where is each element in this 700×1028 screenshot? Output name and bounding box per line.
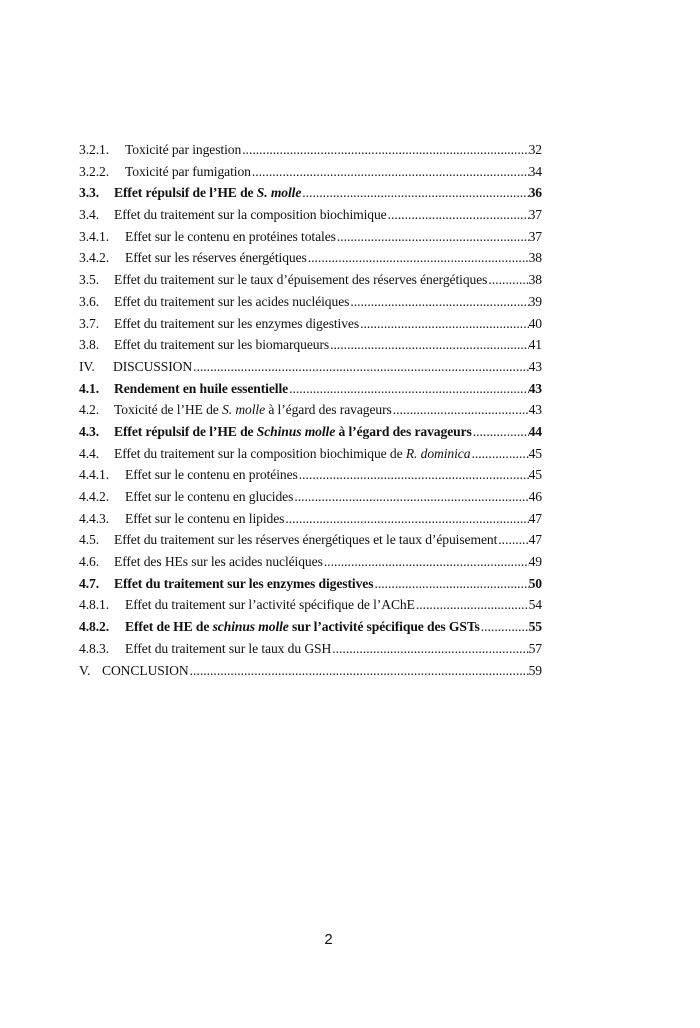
toc-entry-page: 32 — [528, 142, 542, 157]
toc-title-part: Effet du traitement sur les réserves énergétiques et le taux d’épuisement — [114, 532, 498, 548]
toc-entry — [79, 573, 542, 595]
toc-entry-number: 3.4.2. — [79, 250, 109, 266]
toc-entry-number: 4.4.2. — [79, 489, 109, 504]
toc-entry — [79, 529, 542, 551]
toc-entry-page: 45 — [528, 445, 542, 461]
toc-title-part: Effet du traitement sur les acides nucléiques — [114, 293, 350, 309]
toc-entry-number: 4.8.2. — [79, 619, 109, 635]
dot-leader — [498, 529, 528, 551]
toc-entry — [79, 378, 542, 400]
toc-entry-title — [113, 356, 193, 378]
toc-title-part: Effet sur le contenu en glucides — [125, 489, 294, 504]
toc-entry-title — [114, 269, 488, 291]
toc-entry — [79, 464, 542, 486]
toc-entry-page: 43 — [528, 358, 542, 374]
dot-leader — [294, 486, 528, 508]
toc-entry-page: 44 — [528, 423, 542, 439]
toc-title-part: DISCUSSION — [113, 358, 193, 374]
dot-leader — [360, 313, 529, 335]
toc-entry-page: 43 — [528, 402, 542, 418]
toc-entry-number: 4.7. — [79, 575, 99, 591]
toc-title-part: Effet du traitement sur les biomarqueurs — [114, 337, 330, 353]
toc-entry-number: 3.7. — [79, 315, 99, 331]
toc-entry-page: 37 — [528, 207, 542, 223]
toc-entry — [79, 508, 542, 530]
dot-leader — [302, 182, 528, 204]
dot-leader — [416, 594, 529, 616]
toc-entry-title — [114, 399, 393, 421]
dot-leader — [488, 269, 528, 291]
toc-entry-title — [125, 508, 285, 530]
toc-entry — [79, 313, 542, 335]
toc-title-part: Toxicité par ingestion — [125, 142, 242, 157]
toc-entry-title — [114, 443, 471, 465]
toc-title-part: Effet répulsif de l’HE de — [114, 185, 257, 201]
toc-entry-number: 3.6. — [79, 293, 99, 309]
toc-entry — [79, 486, 542, 508]
toc-entry-number: 4.8.1. — [79, 597, 109, 613]
toc-entry-title — [114, 334, 330, 356]
dot-leader — [242, 139, 528, 161]
toc-title-part: Effet du traitement sur le taux du GSH — [125, 640, 332, 656]
toc-entry-number: 3.3. — [79, 185, 99, 201]
toc-entry-page: 59 — [528, 662, 542, 678]
toc-entry — [79, 247, 542, 269]
dot-leader — [285, 508, 528, 530]
toc-entry — [79, 660, 542, 682]
toc-entry-page: 37 — [528, 228, 542, 244]
toc-entry-page: 47 — [528, 532, 542, 548]
toc-entry-page: 47 — [528, 510, 542, 526]
toc-title-part: sur l’activité spécifique des GSTs — [288, 619, 480, 635]
dot-leader — [193, 356, 529, 378]
toc-entry-page: 55 — [528, 619, 542, 635]
toc-title-part: Effet du traitement sur les enzymes digestives — [114, 575, 374, 591]
toc-entry-title — [125, 616, 481, 638]
toc-entry-title — [125, 486, 294, 508]
toc-title-part: Effet du traitement sur la composition biochimique — [114, 207, 387, 223]
toc-entry-title — [125, 139, 242, 161]
toc-entry — [79, 269, 542, 291]
toc-entry — [79, 226, 542, 248]
toc-entry-number: 4.1. — [79, 380, 99, 396]
toc-title-part: Effet du traitement sur l’activité spécifique de l’AChE — [125, 597, 415, 613]
toc-entry — [79, 594, 542, 616]
toc-entry-page: 36 — [528, 185, 542, 201]
toc-title-part: Toxicité de l’HE de — [114, 402, 223, 418]
toc-entry-number: 3.4.1. — [79, 228, 109, 244]
toc-title-part: CONCLUSION — [102, 662, 189, 678]
dot-leader — [289, 378, 529, 400]
toc-entry-title — [114, 421, 473, 443]
toc-entry-title — [125, 638, 332, 660]
toc-entry-page: 40 — [528, 315, 542, 331]
toc-entry-page: 46 — [528, 489, 542, 504]
toc-entry-number: 4.5. — [79, 532, 99, 548]
toc-entry — [79, 443, 542, 465]
toc-entry-title — [114, 551, 324, 573]
toc-title-part: Effet sur le contenu en protéines — [125, 467, 298, 483]
toc-entry — [79, 334, 542, 356]
toc-entry-page: 41 — [528, 337, 542, 353]
toc-entry-title — [102, 660, 190, 682]
toc-title-part: Effet des HEs sur les acides nucléiques — [114, 554, 323, 570]
toc-entry-page: 43 — [528, 380, 542, 396]
toc-entry-title — [114, 291, 350, 313]
toc-entry-page: 50 — [528, 575, 542, 591]
toc-title-part: Effet du traitement sur la composition biochimique de — [114, 445, 406, 461]
toc-title-part: Effet sur le contenu en lipides — [125, 510, 285, 526]
toc-entry-number: V. — [79, 662, 91, 678]
toc-entry — [79, 356, 542, 378]
toc-title-italic-part: S. molle — [222, 402, 266, 418]
toc-title-part: Rendement en huile essentielle — [114, 380, 289, 396]
dot-leader — [330, 334, 529, 356]
toc-entry — [79, 291, 542, 313]
toc-entry-page: 38 — [528, 250, 542, 266]
toc-entry-page: 34 — [528, 163, 542, 179]
dot-leader — [473, 421, 529, 443]
toc-entry — [79, 182, 542, 204]
toc-entry-number: 4.3. — [79, 423, 99, 439]
toc-title-italic-part: R. dominica — [405, 445, 471, 461]
dot-leader — [299, 464, 529, 486]
toc-title-part: à l’égard des ravageurs — [265, 402, 392, 418]
toc-title-part: Effet de HE de — [125, 619, 213, 635]
toc-entry-page: 54 — [528, 597, 542, 613]
dot-leader — [252, 161, 529, 183]
toc-entry — [79, 616, 542, 638]
toc-entry-number: 3.2.2. — [79, 163, 109, 179]
toc-title-part: Effet répulsif de l’HE de — [114, 423, 257, 439]
toc-entry-title — [114, 182, 302, 204]
page-number: 2 — [324, 931, 333, 948]
toc-entry-page: 49 — [528, 554, 542, 570]
toc-entry-page: 38 — [528, 272, 542, 288]
toc-entry — [79, 551, 542, 573]
toc-entry-title — [125, 247, 308, 269]
toc-entry-number: 4.4.1. — [79, 467, 109, 483]
toc-entry-number: 4.8.3. — [79, 640, 109, 656]
toc-entry-number: 3.4. — [79, 207, 99, 223]
toc-entry-number: 3.5. — [79, 272, 99, 288]
toc-entry-title — [125, 161, 252, 183]
dot-leader — [388, 204, 529, 226]
toc-title-italic-part: schinus molle — [212, 619, 289, 635]
dot-leader — [332, 638, 528, 660]
toc-title-part: Effet sur les réserves énergétiques — [125, 250, 307, 266]
toc-title-italic-part: S. molle — [256, 185, 302, 201]
toc-entry-title — [114, 313, 360, 335]
dot-leader — [471, 443, 528, 465]
toc-entry-title — [114, 573, 374, 595]
toc-entry-page: 57 — [528, 640, 542, 656]
dot-leader — [481, 616, 529, 638]
toc-entry — [79, 161, 542, 183]
dot-leader — [308, 247, 529, 269]
toc-entry-title — [125, 594, 416, 616]
dot-leader — [337, 226, 529, 248]
toc-title-italic-part: Schinus molle — [256, 423, 336, 439]
toc-entry-number: 4.6. — [79, 554, 99, 570]
toc-entry-title — [125, 464, 299, 486]
dot-leader — [374, 573, 528, 595]
toc-title-part: Effet du traitement sur les enzymes digestives — [114, 315, 360, 331]
toc-entry-number: 3.2.1. — [79, 142, 109, 157]
toc-entry-title — [125, 226, 337, 248]
toc-title-part: à l’égard des ravageurs — [335, 423, 472, 439]
toc-entry-page: 39 — [528, 293, 542, 309]
toc-entry-number: 4.4. — [79, 445, 99, 461]
toc-entry-page: 45 — [528, 467, 542, 483]
toc-entry — [79, 421, 542, 443]
toc-entry — [79, 638, 542, 660]
table-of-contents — [79, 139, 542, 681]
toc-entry-number: IV. — [79, 358, 95, 374]
toc-entry — [79, 204, 542, 226]
toc-entry-number: 4.2. — [79, 402, 99, 418]
toc-title-part: Effet sur le contenu en protéines totales — [125, 228, 336, 244]
toc-title-part: Effet du traitement sur le taux d’épuisement des réserves énergétiques — [114, 272, 488, 288]
toc-entry-title — [114, 378, 289, 400]
toc-entry-title — [114, 529, 498, 551]
toc-entry-title — [114, 204, 388, 226]
toc-title-part: Toxicité par fumigation — [125, 163, 251, 179]
dot-leader — [324, 551, 529, 573]
toc-entry-number: 4.4.3. — [79, 510, 109, 526]
dot-leader — [190, 660, 529, 682]
dot-leader — [350, 291, 528, 313]
dot-leader — [393, 399, 529, 421]
toc-entry — [79, 399, 542, 421]
toc-entry-number: 3.8. — [79, 337, 99, 353]
toc-entry — [79, 139, 542, 161]
